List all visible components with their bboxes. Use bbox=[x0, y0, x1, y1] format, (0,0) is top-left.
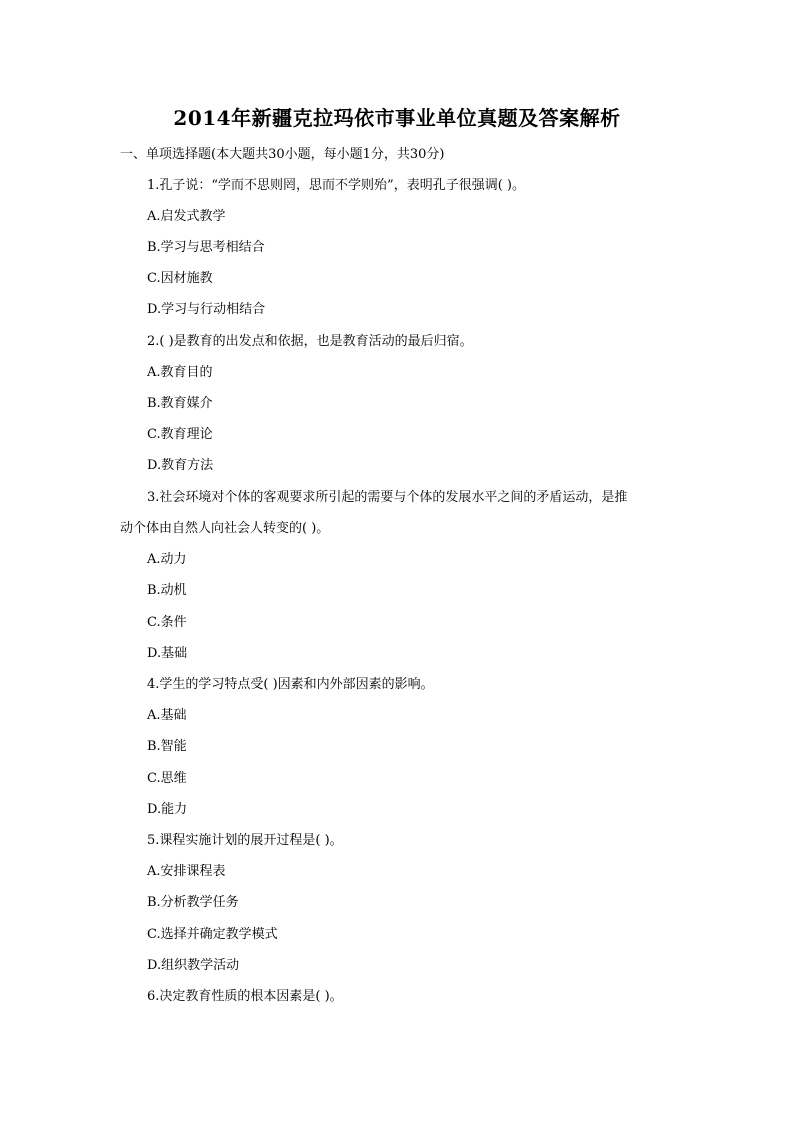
question-4-option-c: C.思维 bbox=[147, 771, 187, 786]
question-1-option-a: A.启发式教学 bbox=[147, 209, 226, 224]
question-5-stem: 5.课程实施计划的展开过程是( )。 bbox=[147, 833, 343, 848]
question-4-stem: 4.学生的学习特点受( )因素和内外部因素的影响。 bbox=[147, 677, 434, 692]
question-5-option-c: C.选择并确定教学模式 bbox=[147, 927, 278, 942]
question-5-option-d: D.组织教学活动 bbox=[147, 958, 240, 973]
question-6-stem: 6.决定教育性质的根本因素是( )。 bbox=[147, 989, 343, 1004]
question-4-option-d: D.能力 bbox=[147, 802, 188, 817]
question-3-option-b: B.动机 bbox=[147, 583, 187, 598]
question-2-option-b: B.教育媒介 bbox=[147, 396, 213, 411]
question-1-option-b: B.学习与思考相结合 bbox=[147, 240, 265, 255]
question-5-option-b: B.分析教学任务 bbox=[147, 895, 239, 910]
question-3-stem: 3.社会环境对个体的客观要求所引起的需要与个体的发展水平之间的矛盾运动，是推 bbox=[147, 490, 628, 505]
question-2-option-d: D.教育方法 bbox=[147, 458, 214, 473]
question-3-option-a: A.动力 bbox=[147, 552, 187, 567]
question-2-option-c: C.教育理论 bbox=[147, 427, 213, 442]
question-3-stem-continued: 动个体由自然人向社会人转变的( )。 bbox=[120, 521, 330, 536]
section-heading: 一、单项选择题(本大题共30小题，每小题1分，共30分) bbox=[120, 147, 445, 162]
question-2-option-a: A.教育目的 bbox=[147, 365, 213, 380]
question-2-stem: 2.( )是教育的出发点和依据，也是教育活动的最后归宿。 bbox=[147, 334, 473, 349]
question-1-stem: 1.孔子说：“学而不思则罔，思而不学则殆”，表明孔子很强调( )。 bbox=[147, 178, 525, 193]
question-1-option-d: D.学习与行动相结合 bbox=[147, 302, 266, 317]
question-4-option-a: A.基础 bbox=[147, 708, 187, 723]
document-title: 2014年新疆克拉玛依市事业单位真题及答案解析 bbox=[173, 106, 621, 130]
question-1-option-c: C.因材施教 bbox=[147, 271, 213, 286]
question-5-option-a: A.安排课程表 bbox=[147, 864, 226, 879]
question-3-option-d: D.基础 bbox=[147, 646, 188, 661]
question-4-option-b: B.智能 bbox=[147, 739, 187, 754]
question-3-option-c: C.条件 bbox=[147, 615, 187, 630]
